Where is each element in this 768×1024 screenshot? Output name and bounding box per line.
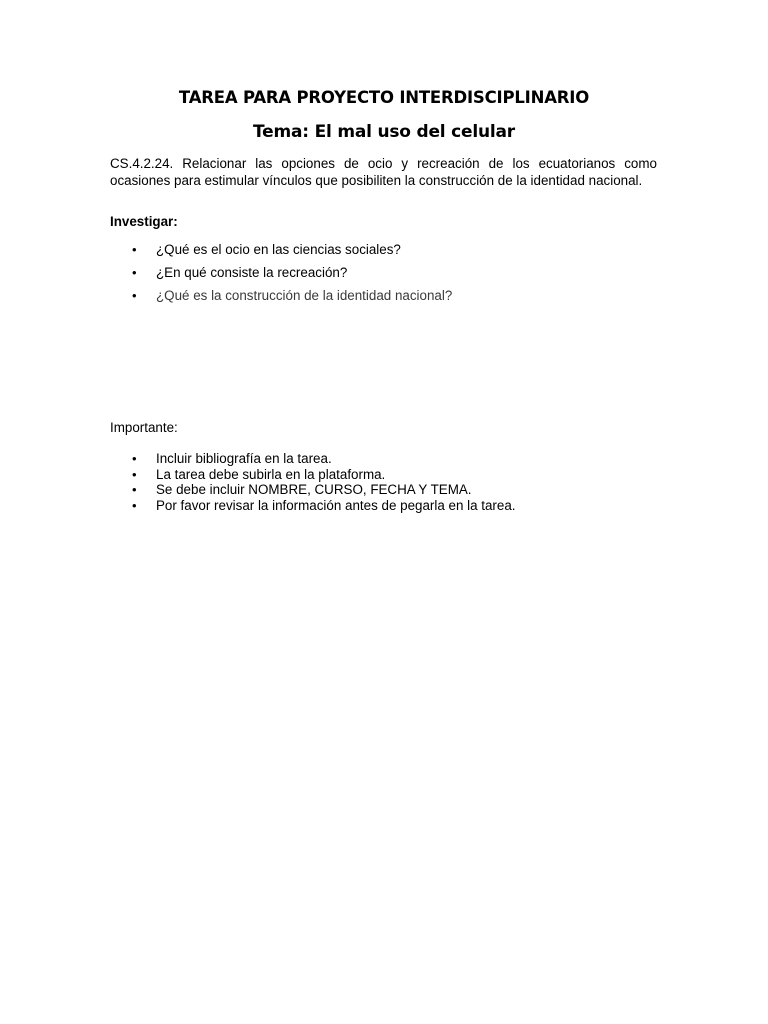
- list-item: [110, 287, 452, 310]
- important-text: Incluir bibliografía en la tarea.: [156, 451, 332, 466]
- objective-paragraph: CS.4.2.24. Relacionar las opciones de ocio y recreación de los ecuatorianos como ocasiones para estimular vínculos que posibiliten la construcción de la identidad nacional.: [110, 156, 657, 188]
- bullet-icon: •: [132, 451, 137, 466]
- list-item: [110, 451, 516, 467]
- important-text: La tarea debe subirla en la plataforma.: [156, 466, 386, 482]
- bullet-icon: •: [132, 466, 137, 482]
- list-item: [110, 264, 452, 287]
- document-subtitle: Tema: El mal uso del celular: [253, 122, 515, 142]
- bullet-icon: •: [132, 265, 137, 280]
- list-item: [110, 498, 516, 514]
- bullet-icon: •: [132, 242, 137, 257]
- questions-list: [110, 241, 452, 310]
- question-text: ¿Qué es la construcción de la identidad nacional?: [156, 288, 453, 303]
- question-text: ¿En qué consiste la recreación?: [156, 265, 348, 280]
- question-text: ¿Qué es el ocio en las ciencias sociales?: [156, 242, 401, 257]
- list-item: [110, 241, 452, 264]
- document-title: TAREA PARA PROYECTO INTERDISCIPLINARIO: [178, 88, 590, 107]
- list-item: [110, 482, 516, 498]
- bullet-icon: •: [132, 288, 137, 303]
- important-text: Por favor revisar la información antes de pegarla en la tarea.: [156, 497, 516, 513]
- bullet-icon: •: [132, 497, 137, 513]
- list-item: [110, 467, 516, 483]
- important-list: [110, 451, 516, 513]
- important-text: Se debe incluir NOMBRE, CURSO, FECHA Y TEMA.: [156, 482, 472, 497]
- importante-heading: Importante:: [110, 420, 178, 435]
- investigar-heading: Investigar:: [110, 214, 178, 229]
- bullet-icon: •: [132, 482, 137, 497]
